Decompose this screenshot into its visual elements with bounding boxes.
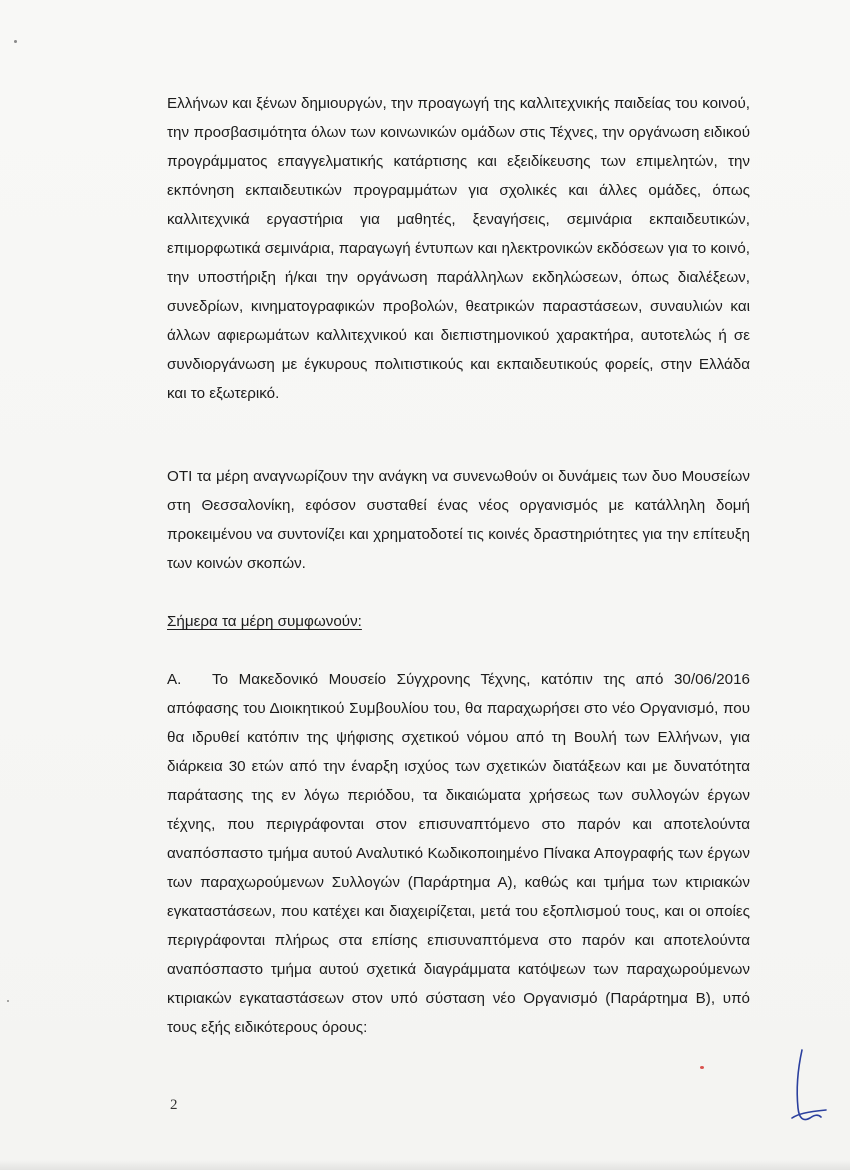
page-number: 2 bbox=[170, 1097, 178, 1113]
agreement-heading: Σήμερα τα μέρη συμφωνούν: bbox=[167, 613, 362, 630]
scan-speck bbox=[700, 1066, 704, 1069]
clause-label: Α. bbox=[167, 671, 182, 688]
clause-text: Το Μακεδονικό Μουσείο Σύγχρονης Τέχνης, κατόπιν της από 30/06/2016 απόφασης του Διοικητικού Συμβουλίου του, θα παραχωρήσει στο νέο Οργανισμό, που θα ιδρυθεί κατόπιν της ψήφισης σχετικού νόμου από τη Βουλή των Ελλήνων, για διάρκεια 30 ετών από την έναρξη ισχύος των σχετικών διατάξεων και με δυνατότητα παράτασης της εν λόγω περιόδου, τα δικαιώματα χρήσεως των συλλογών έργων τέχνης, που περιγράφονται στον επισυναπτόμενο στο παρόν και αποτελούντα αναπόσπαστο τμήμα αυτού Αναλυτικό Κωδικοποιημένο Πίνακα Απογραφής των έργων των παραχωρούμενων Συλλογών (Παράρτημα Α), καθώς και τμήμα των κτιριακών εγκαταστάσεων, που κατέχει και διαχειρίζεται, μετά του εξοπλισμού τους, και οι οποίες περιγράφονται πλήρως στα επίσης επισυναπτόμενα στο παρόν και αποτελούντα αναπόσπαστο τμήμα αυτού σχετικά διαγράμματα κατόψεων των παραχωρούμενων κτιριακών εγκαταστάσεων στον υπό σύσταση νέο Οργανισμό (Παράρτημα Β), υπό τους εξής ειδικότερους όρους: bbox=[167, 671, 750, 1036]
scan-speck bbox=[14, 40, 17, 43]
body-paragraph: Ελλήνων και ξένων δημιουργών, την προαγωγή της καλλιτεχνικής παιδείας του κοινού, την προσβασιμότητα όλων των κοινωνικών ομάδων στις Τέχνες, την οργάνωση ειδικού προγράμματος επαγγελματικής κατάρτισης και εξειδίκευσης των επιμελητών, την εκπόνηση εκπαιδευτικών προγραμμάτων για σχολικές και άλλες ομάδες, όπως καλλιτεχνικά εργαστήρια για μαθητές, ξεναγήσεις, σεμινάρια εκπαιδευτικών, επιμορφωτικά σεμινάρια, παραγωγή έντυπων και ηλεκτρονικών εκδόσεων για το κοινό, την υποστήριξη ή/και την οργάνωση παράλληλων εκδηλώσεων, όπως διαλέξεων, συνεδρίων, κινηματογραφικών προβολών, θεατρικών παραστάσεων, συναυλιών και άλλων αφιερωμάτων καλλιτεχνικού και διεπιστημονικού χαρακτήρα, αυτοτελώς ή σε συνδιοργάνωση με έγκυρους πολιτιστικούς και εκπαιδευτικούς φορείς, στην Ελλάδα και το εξωτερικό. bbox=[167, 95, 750, 402]
clause-a bbox=[167, 665, 750, 1042]
body-paragraph: ΟΤΙ τα μέρη αναγνωρίζουν την ανάγκη να συνενωθούν οι δυνάμεις των δυο Μουσείων στη Θεσσαλονίκη, εφόσον συσταθεί ένας νέος οργανισμός με κατάλληλη δομή προκειμένου να συντονίζει και χρηματοδοτεί τις κοινές δραστηριότητες για την επίτευξη των κοινών σκοπών. bbox=[167, 468, 750, 572]
signature-initial-icon bbox=[788, 1048, 828, 1128]
scan-speck bbox=[7, 1000, 9, 1002]
page-bottom-edge bbox=[0, 1160, 850, 1170]
